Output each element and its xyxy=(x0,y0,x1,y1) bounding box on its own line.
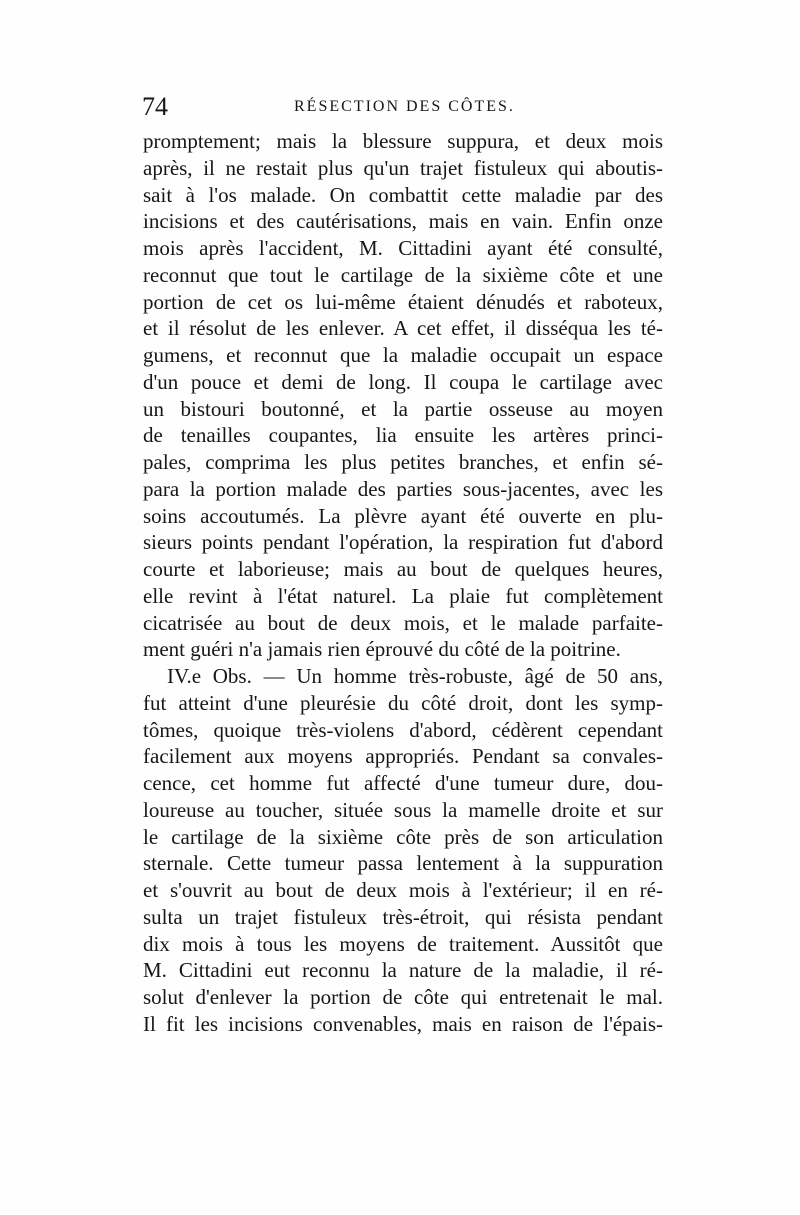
text-line: d'un pouce et demi de long. Il coupa le cartilage avec xyxy=(143,369,663,394)
running-head xyxy=(142,92,662,126)
text-line: M. Cittadini eut reconnu la nature de la maladie, il ré- xyxy=(143,958,663,983)
text-line: et il résolut de les enlever. A cet effet, il disséqua les té- xyxy=(143,316,663,341)
text-line: dix mois à tous les moyens de traitement. Aussitôt que xyxy=(143,931,663,956)
observation-heading-line: IV.e Obs. — Un homme très-robuste, âgé de 50 ans, xyxy=(167,664,663,688)
page-number: 74 xyxy=(142,92,168,121)
text-line: loureuse au toucher, située sous la mamelle droite et sur xyxy=(143,797,663,822)
text-line: Il fit les incisions convenables, mais en raison de l'épais- xyxy=(143,1011,663,1036)
text-line: le cartilage de la sixième côte près de son articulation xyxy=(143,824,663,849)
body-text xyxy=(143,128,663,1038)
text-line: cence, cet homme fut affecté d'une tumeur dure, dou- xyxy=(143,771,663,795)
text-line: fut atteint d'une pleurésie du côté droit, dont les symp- xyxy=(143,690,663,715)
text-line: incisions et des cautérisations, mais en vain. Enfin onze xyxy=(143,209,663,234)
text-line: gumens, et reconnut que la maladie occupait un espace xyxy=(143,343,663,367)
text-line: sternale. Cette tumeur passa lentement à la suppuration xyxy=(143,851,663,876)
paragraph-end-line: ment guéri n'a jamais rien éprouvé du côté de la poitrine. xyxy=(143,637,621,662)
text-line: pales, comprima les plus petites branches, et enfin sé- xyxy=(143,450,663,474)
text-line: elle revint à l'état naturel. La plaie fut complètement xyxy=(143,583,663,608)
text-line: facilement aux moyens appropriés. Pendant sa convales- xyxy=(143,744,663,769)
running-title: RÉSECTION DES CÔTES. xyxy=(294,98,515,115)
text-line: cicatrisée au bout de deux mois, et le malade parfaite- xyxy=(143,610,663,635)
text-line: portion de cet os lui-même étaient dénudés et raboteux, xyxy=(143,289,663,314)
text-line: mois après l'accident, M. Cittadini ayant été consulté, xyxy=(143,236,663,260)
text-line: après, il ne restait plus qu'un trajet fistuleux qui aboutis- xyxy=(143,155,663,180)
text-line: reconnut que tout le cartilage de la sixième côte et une xyxy=(143,262,663,287)
text-line: soins accoutumés. La plèvre ayant été ouverte en plu- xyxy=(143,503,663,528)
text-line: un bistouri boutonné, et la partie osseuse au moyen xyxy=(143,396,663,421)
text-line: et s'ouvrit au bout de deux mois à l'extérieur; il en ré- xyxy=(143,878,663,902)
text-line: tômes, quoique très-violens d'abord, cédèrent cependant xyxy=(143,717,663,742)
text-line: sait à l'os malade. On combattit cette maladie par des xyxy=(143,182,663,207)
text-line: promptement; mais la blessure suppura, et deux mois xyxy=(143,129,663,153)
text-line: sieurs points pendant l'opération, la respiration fut d'abord xyxy=(143,530,663,555)
text-line: de tenailles coupantes, lia ensuite les artères princi- xyxy=(143,423,663,448)
text-line: para la portion malade des parties sous-jacentes, avec les xyxy=(143,476,663,501)
text-line: courte et laborieuse; mais au bout de quelques heures, xyxy=(143,557,663,581)
text-line: solut d'enlever la portion de côte qui entretenait le mal. xyxy=(143,985,663,1009)
text-line: sulta un trajet fistuleux très-étroit, qui résista pendant xyxy=(143,904,663,929)
